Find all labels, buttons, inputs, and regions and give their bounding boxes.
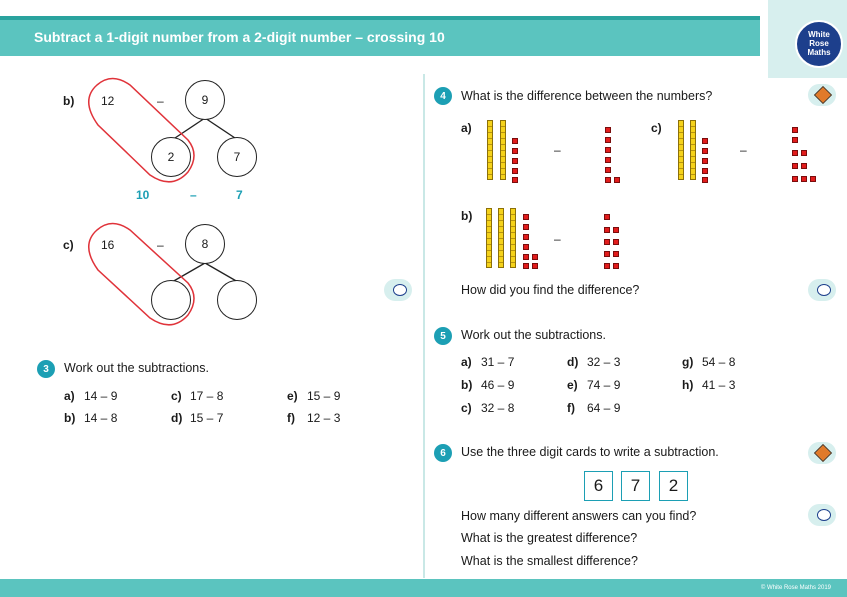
digit-card-3[interactable]: 2	[659, 471, 688, 501]
one-cube	[614, 177, 620, 183]
q4-prompt: How did you find the difference?	[461, 283, 640, 297]
one-cube	[702, 158, 708, 164]
logo-word-3: Maths	[807, 48, 831, 57]
circle-c-sub: 8	[185, 224, 225, 264]
footer-copyright: © White Rose Maths 2019	[760, 585, 831, 591]
q5g-expr: 54 – 8	[702, 355, 736, 369]
digit-card-2[interactable]: 7	[621, 471, 650, 501]
one-cube	[523, 234, 529, 240]
one-cube	[613, 239, 619, 245]
circle-b-sub: 9	[185, 80, 225, 120]
circle-c-part2[interactable]	[217, 280, 257, 320]
one-cube	[512, 168, 518, 174]
one-cube	[523, 214, 529, 220]
one-cube	[523, 254, 529, 260]
one-cube	[792, 176, 798, 182]
q5g-label: g)	[682, 355, 694, 369]
ten-rod	[678, 120, 684, 180]
one-cube	[810, 176, 816, 182]
q5b-label: b)	[461, 378, 473, 392]
circle-b-part1: 2	[151, 137, 191, 177]
q3-number: 3	[37, 360, 55, 378]
q5a-expr: 31 – 7	[481, 355, 515, 369]
one-cube	[792, 163, 798, 169]
q5f-expr: 64 – 9	[587, 401, 621, 415]
q3-text: Work out the subtractions.	[64, 361, 209, 375]
column-divider	[423, 74, 425, 578]
one-cube	[532, 254, 538, 260]
q3e-expr: 15 – 9	[307, 389, 341, 403]
q4a-minus: –	[554, 143, 561, 157]
q5e-label: e)	[567, 378, 578, 392]
cube-icon	[808, 84, 836, 106]
part-whole-lines	[0, 0, 420, 340]
q3b-label: b)	[64, 411, 76, 425]
q6-question-3: What is the smallest difference?	[461, 554, 638, 568]
one-cube	[512, 148, 518, 154]
q3c-expr: 17 – 8	[190, 389, 224, 403]
one-cube	[512, 177, 518, 183]
label-b: b)	[63, 94, 75, 108]
result-b-10: 10	[136, 188, 150, 202]
ten-rod	[500, 120, 506, 180]
one-cube	[523, 224, 529, 230]
label-c: c)	[63, 238, 74, 252]
minus-b: –	[157, 94, 164, 108]
one-cube	[512, 138, 518, 144]
q5b-expr: 46 – 9	[481, 378, 515, 392]
q4c-minus: –	[740, 143, 747, 157]
logo-word-1: White	[808, 30, 830, 39]
q5h-label: h)	[682, 378, 694, 392]
q4-number: 4	[434, 87, 452, 105]
one-cube	[702, 168, 708, 174]
whole-b: 12	[101, 94, 115, 108]
one-cube	[604, 263, 610, 269]
whole-c: 16	[101, 238, 115, 252]
q4-text: What is the difference between the numbers?	[461, 89, 713, 103]
q4b-label: b)	[461, 209, 473, 223]
result-b-7: 7	[236, 188, 243, 202]
one-cube	[792, 150, 798, 156]
ten-rod	[498, 208, 504, 268]
q3c-label: c)	[171, 389, 182, 403]
q5c-expr: 32 – 8	[481, 401, 515, 415]
one-cube	[702, 138, 708, 144]
q3b-expr: 14 – 8	[84, 411, 118, 425]
q5-text: Work out the subtractions.	[461, 328, 606, 342]
footer-bar	[0, 579, 847, 597]
ten-rod	[510, 208, 516, 268]
q3a-expr: 14 – 9	[84, 389, 118, 403]
q5e-expr: 74 – 9	[587, 378, 621, 392]
one-cube	[613, 263, 619, 269]
q3f-expr: 12 – 3	[307, 411, 341, 425]
one-cube	[613, 251, 619, 257]
q5f-label: f)	[567, 401, 575, 415]
one-cube	[792, 127, 798, 133]
discussion-icon	[808, 279, 836, 301]
one-cube	[605, 137, 611, 143]
minus-c: –	[157, 238, 164, 252]
one-cube	[702, 148, 708, 154]
one-cube	[605, 157, 611, 163]
one-cube	[604, 239, 610, 245]
q4c-label: c)	[651, 121, 662, 135]
q6-text: Use the three digit cards to write a subtraction.	[461, 445, 719, 459]
ten-rod	[487, 120, 493, 180]
q5d-expr: 32 – 3	[587, 355, 621, 369]
logo-word-2: Rose	[809, 39, 829, 48]
cube-icon	[808, 442, 836, 464]
circle-b-part2: 7	[217, 137, 257, 177]
q3d-expr: 15 – 7	[190, 411, 224, 425]
q6-number: 6	[434, 444, 452, 462]
one-cube	[604, 214, 610, 220]
one-cube	[604, 227, 610, 233]
q6-question-1: How many different answers can you find?	[461, 509, 697, 523]
one-cube	[605, 127, 611, 133]
one-cube	[532, 263, 538, 269]
one-cube	[702, 177, 708, 183]
q5d-label: d)	[567, 355, 579, 369]
one-cube	[605, 177, 611, 183]
q5-number: 5	[434, 327, 452, 345]
discussion-icon	[384, 279, 412, 301]
discussion-icon	[808, 504, 836, 526]
q3e-label: e)	[287, 389, 298, 403]
one-cube	[801, 176, 807, 182]
one-cube	[604, 251, 610, 257]
one-cube	[523, 244, 529, 250]
one-cube	[605, 147, 611, 153]
q3a-label: a)	[64, 389, 75, 403]
one-cube	[613, 227, 619, 233]
circle-c-part1[interactable]	[151, 280, 191, 320]
digit-card-1[interactable]: 6	[584, 471, 613, 501]
result-b-op: –	[190, 188, 197, 202]
page-title: Subtract a 1-digit number from a 2-digit number – crossing 10	[34, 29, 445, 45]
q3d-label: d)	[171, 411, 183, 425]
one-cube	[523, 263, 529, 269]
q3f-label: f)	[287, 411, 295, 425]
q5a-label: a)	[461, 355, 472, 369]
one-cube	[801, 163, 807, 169]
ten-rod	[690, 120, 696, 180]
one-cube	[801, 150, 807, 156]
one-cube	[512, 158, 518, 164]
q4b-minus: –	[554, 232, 561, 246]
q5c-label: c)	[461, 401, 472, 415]
one-cube	[792, 137, 798, 143]
q6-question-2: What is the greatest difference?	[461, 531, 638, 545]
ten-rod	[486, 208, 492, 268]
one-cube	[605, 167, 611, 173]
q4a-label: a)	[461, 121, 472, 135]
white-rose-maths-logo	[795, 20, 843, 68]
q5h-expr: 41 – 3	[702, 378, 736, 392]
